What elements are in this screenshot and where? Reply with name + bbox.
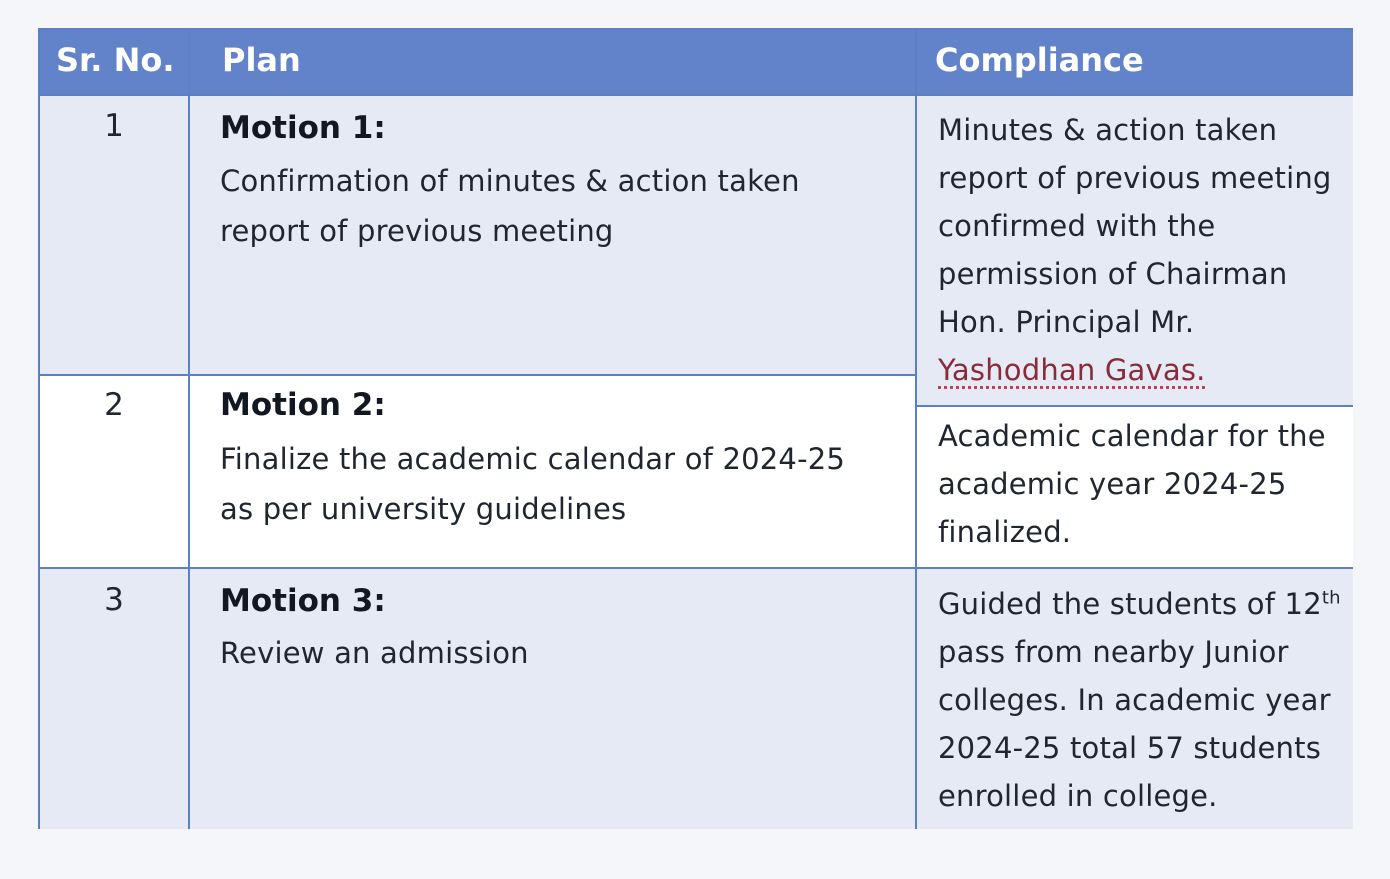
row-1-compliance-text (938, 106, 1350, 394)
divider-row-2-3 (40, 567, 1353, 569)
header-plan (190, 30, 917, 96)
row-1-motion-title: Motion 1: (220, 110, 386, 146)
row-2-motion-title: Motion 2: (220, 387, 386, 423)
row-1-plan-text: Confirmation of minutes & action taken report of previous meeting (220, 164, 800, 248)
row-3-motion-title: Motion 3: (220, 583, 386, 619)
minutes-table (38, 28, 1353, 829)
ordinal-suffix: th (1321, 587, 1341, 609)
header-plan-label: Plan (222, 41, 301, 79)
divider-header (40, 94, 1353, 96)
row-3-compliance-start: Guided the students of 12 (938, 587, 1322, 621)
row-2-compliance-text: Academic calendar for the academic year 2024-25 finalized. (938, 419, 1326, 549)
chairman-name-link: Yashodhan Gavas. (938, 353, 1206, 387)
row-3-sr: 3 (104, 582, 124, 618)
divider-row-1-2-left (40, 374, 917, 376)
divider-row-1-2-right (917, 405, 1353, 407)
divider-plan-compliance (915, 30, 917, 829)
row-3-plan-text: Review an admission (220, 636, 529, 670)
header-sr-no (40, 30, 190, 96)
row-1-compliance-body: Minutes & action taken report of previous meeting confirmed with the permission of Chairman Hon. Principal Mr. (938, 113, 1332, 339)
header-compliance-label: Compliance (935, 41, 1144, 79)
row-2-plan-text: Finalize the academic calendar of 2024-25 as per university guidelines (220, 442, 846, 526)
row-3-compliance-rest: pass from nearby Junior colleges. In academic year 2024-25 total 57 students enrolled in college. (938, 635, 1331, 813)
header-compliance (917, 30, 1353, 96)
row-1-sr: 1 (104, 108, 124, 144)
row-2-sr: 2 (104, 387, 124, 423)
divider-sr-plan (188, 30, 190, 829)
header-sr-no-label: Sr. No. (56, 41, 175, 79)
row-3-compliance-text (938, 580, 1350, 820)
